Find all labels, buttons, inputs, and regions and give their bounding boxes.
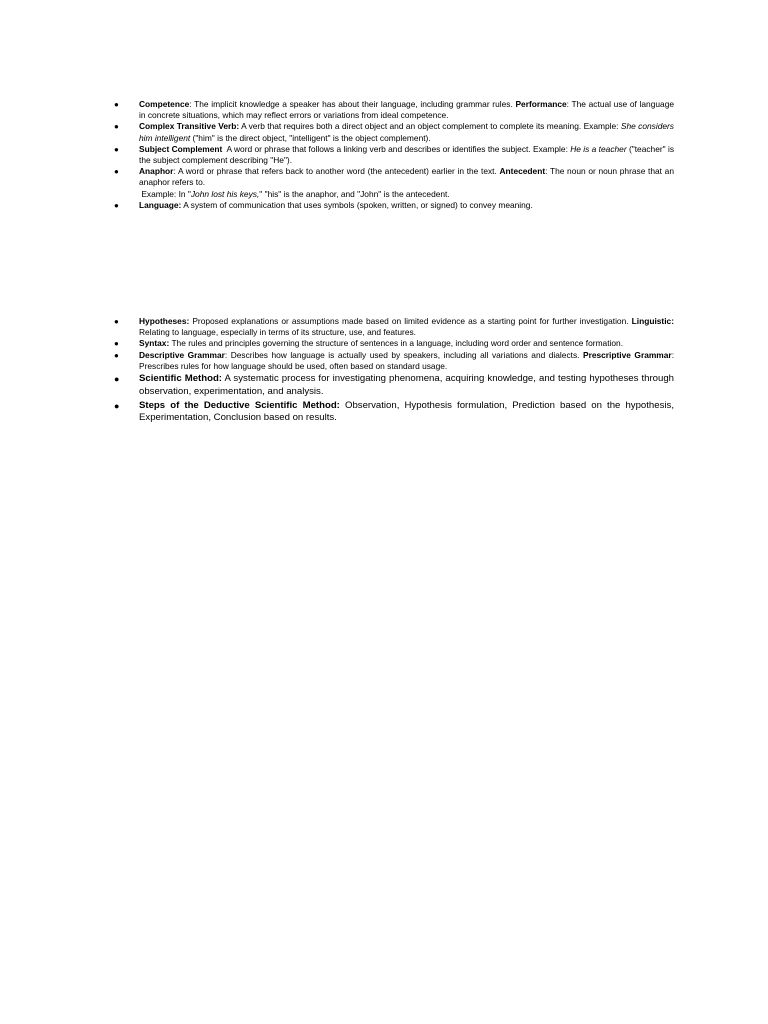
bullet-icon: ● — [114, 374, 120, 385]
example-subject-complement: He is a teacher — [570, 143, 627, 154]
definition-hypotheses: Proposed explanations or assumptions made based on limited evidence as a starting point for further investigation. — [189, 316, 632, 326]
definition-linguistic: Relating to language, especially in terms of its structure, use, and features. — [139, 327, 416, 338]
anaphor-example-prefix: Example: In " — [139, 188, 191, 199]
definition-performance: : The actual use of language in concrete situations, which may reflect errors or variations from ideal competence. — [139, 99, 675, 121]
bullet-icon: ● — [114, 100, 119, 109]
definition-prescriptive-grammar: : Prescribes rules for how language should be used, often based on standard usage. — [139, 349, 675, 371]
example-complex-transitive-verb: She considers him intelligent — [139, 121, 674, 143]
list-item-complex-transitive-verb — [112, 121, 674, 143]
bullet-icon: ● — [114, 350, 119, 360]
definition-descriptive-grammar: : Describes how language is actually used by speakers, including all variations and dialects. — [224, 349, 583, 360]
bullet-icon: ● — [114, 339, 119, 349]
term-antecedent: Antecedent — [499, 166, 546, 177]
definitions-list-2 — [112, 316, 674, 425]
list-item-syntax — [112, 338, 674, 349]
term-complex-transitive-verb: Complex Transitive Verb: — [139, 121, 240, 132]
bullet-icon: ● — [114, 144, 119, 154]
list-item-descriptive-grammar — [112, 350, 674, 372]
term-scientific-method: Scientific Method: — [139, 373, 222, 385]
definition-language: A system of communication that uses symbols (spoken, written, or signed) to convey meaning. — [181, 199, 533, 210]
definition-subject-complement: A word or phrase that follows a linking verb and describes or identifies the subject. Example: — [222, 143, 571, 154]
list-item-deductive-steps — [112, 400, 674, 426]
list-item-anaphor — [112, 166, 674, 200]
bullet-icon: ● — [114, 200, 119, 210]
term-linguistic: Linguistic: — [631, 316, 674, 326]
term-descriptive-grammar: Descriptive Grammar — [139, 349, 225, 360]
anaphor-example-sentence: John lost his keys, — [190, 188, 260, 199]
definition-antecedent: : The noun or noun phrase that an anaphor refers to. — [139, 166, 674, 188]
term-hypotheses: Hypotheses: — [139, 316, 190, 326]
definition-scientific-method: A systematic process for investigating phenomena, acquiring knowledge, and testing hypotheses through observation, experimentation, and analysis. — [139, 373, 674, 397]
definition-complex-transitive-verb: A verb that requires both a direct object and an object complement to complete its meaning. Example: — [239, 121, 621, 132]
list-item-language — [112, 200, 674, 211]
bullet-icon: ● — [114, 317, 119, 326]
anaphor-example-suffix: " "his" is the anaphor, and "John" is the antecedent. — [259, 188, 450, 199]
definitions-list-1 — [112, 99, 674, 211]
list-item-subject-complement — [112, 144, 674, 166]
bullet-icon: ● — [114, 400, 120, 411]
definition-anaphor: : A word or phrase that refers back to another word (the antecedent) earlier in the text. — [173, 166, 500, 177]
anaphor-example-line — [139, 189, 674, 200]
term-competence: Competence — [139, 99, 190, 109]
bullet-icon: ● — [114, 167, 119, 177]
definition-syntax: The rules and principles governing the structure of sentences in a language, including word order and sentence formation. — [169, 338, 624, 349]
term-prescriptive-grammar: Prescriptive Grammar — [582, 349, 672, 360]
definition-deductive-steps: Observation, Hypothesis formulation, Prediction based on the hypothesis, Experimentation, Conclusion based on results. — [139, 399, 674, 424]
definition-competence: : The implicit knowledge a speaker has about their language, including grammar rules. — [189, 99, 516, 109]
term-language: Language: — [139, 199, 182, 210]
term-performance: Performance — [515, 99, 567, 109]
list-item-hypotheses — [112, 316, 674, 338]
term-anaphor: Anaphor — [139, 166, 174, 177]
term-deductive-steps: Steps of the Deductive Scientific Method: — [139, 399, 340, 411]
list-item-competence — [112, 99, 674, 121]
explanation-complex-transitive-verb: ("him" is the direct object, "intelligent" is the object complement). — [190, 132, 431, 143]
explanation-subject-complement: ("teacher" is the subject complement describing "He"). — [139, 143, 675, 166]
bullet-icon: ● — [114, 122, 119, 132]
term-subject-complement: Subject Complement — [139, 143, 223, 154]
term-syntax: Syntax: — [139, 338, 170, 349]
list-item-scientific-method — [112, 373, 674, 399]
